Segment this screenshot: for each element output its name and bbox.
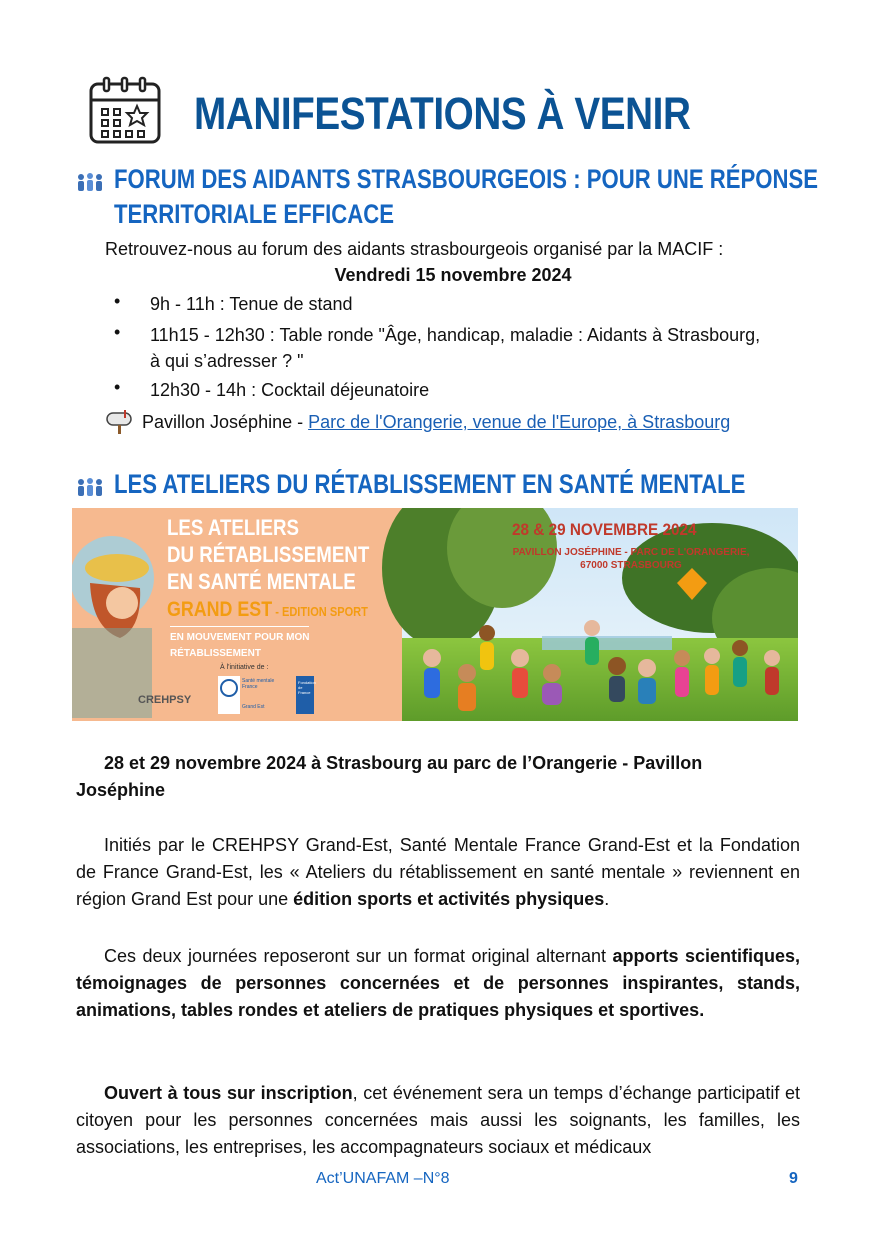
people-icon (76, 172, 104, 197)
paragraph-intro-end: . (604, 889, 610, 909)
bullet: • (114, 377, 121, 397)
banner-region: GRAND EST (167, 598, 273, 621)
paragraph-format (76, 943, 800, 1024)
section-title-ateliers: LES ATELIERS DU RÉTABLISSEMENT EN SANTÉ MENTALE (114, 469, 746, 499)
banner-place-line1: PAVILLON JOSÉPHINE - PARC DE L'ORANGERIE, (512, 547, 750, 558)
bullet: • (114, 291, 121, 311)
section-title-forum: FORUM DES AIDANTS STRASBOURGEOIS : POUR UNE RÉPONSE (114, 164, 819, 194)
location-line (142, 409, 730, 436)
banner-date: 28 & 29 NOVEMBRE 2024 (512, 520, 697, 539)
bullet: • (114, 322, 121, 342)
paragraph-open (76, 1080, 800, 1161)
page-number: 9 (789, 1170, 798, 1187)
event-date-heading-line2: Joséphine (76, 780, 166, 800)
banner-title-line2: DU RÉTABLISSEMENT (167, 542, 370, 567)
event-banner (72, 508, 798, 721)
paragraph-open-text: , cet événement sera un temps d’échange participatif et citoyen pour les personnes concernées mais aussi les soignants, les familles, les associations, les entreprises, les accompagnateurs sociaux et médicaux (76, 1083, 800, 1157)
paragraph-intro (76, 832, 800, 913)
section-title-forum-line2: TERRITORIALE EFFICACE (114, 199, 395, 229)
forum-intro: Retrouvez-nous au forum des aidants strasbourgeois organisé par la MACIF : (105, 239, 724, 259)
schedule-item: 9h - 11h : Tenue de stand (150, 294, 353, 314)
calendar-star-icon (88, 76, 162, 146)
schedule-item-continued: à qui s’adresser ? " (150, 351, 304, 371)
schedule-item: 11h15 - 12h30 : Table ronde "Âge, handicap, maladie : Aidants à Strasbourg, (150, 325, 761, 345)
banner-place-line2: 67000 STRASBOURG (580, 560, 682, 571)
banner-title-line1: LES ATELIERS (167, 515, 299, 540)
footer-publication: Act’UNAFAM –N°8 (316, 1170, 450, 1187)
paragraph-intro-text: Initiés par le CREHPSY Grand-Est, Santé Mentale France Grand-Est et la Fondation de France Grand-Est, les « Ateliers du rétablissement en santé mentale » reviennent en région Grand Est pour une (76, 835, 800, 909)
event-date-heading-line1: 28 et 29 novembre 2024 à Strasbourg au parc de l’Orangerie - Pavillon (104, 753, 703, 773)
banner-edition: - EDITION SPORT (272, 604, 368, 619)
location-prefix: Pavillon Joséphine - (142, 412, 309, 432)
mailbox-icon (105, 409, 135, 440)
paragraph-intro-bold: édition sports et activités physiques (293, 889, 605, 909)
event-date-heading (76, 750, 800, 804)
logo-fondation: Fondation de France (298, 680, 316, 695)
logo-sante-mentale-region: Grand Est (242, 704, 265, 710)
banner-initiative: À l'initiative de : (220, 664, 269, 671)
paragraph-open-bold: Ouvert à tous sur inscription (104, 1083, 353, 1103)
people-icon (76, 477, 104, 502)
page-title: MANIFESTATIONS À VENIR (194, 88, 691, 139)
logo-sante-mentale: Santé mentale France (242, 678, 275, 690)
paragraph-format-bold: apports scientifiques, témoignages de personnes concernées et de personnes inspirantes, stands, animations, tables rondes et ateliers de pratiques physiques et sportives. (76, 946, 800, 1020)
logo-crehpsy: CREHPSY (138, 694, 192, 706)
forum-date: Vendredi 15 novembre 2024 (334, 265, 572, 285)
banner-title-line3: EN SANTÉ MENTALE (167, 569, 356, 594)
schedule-item: 12h30 - 14h : Cocktail déjeunatoire (150, 380, 430, 400)
banner-tagline-line1: EN MOUVEMENT POUR MON (170, 632, 310, 643)
paragraph-format-text: Ces deux journées reposeront sur un format original alternant (104, 946, 613, 966)
location-link[interactable]: Parc de l'Orangerie, venue de l'Europe, à Strasbourg (308, 412, 731, 432)
banner-tagline-line2: RÉTABLISSEMENT (170, 648, 261, 659)
